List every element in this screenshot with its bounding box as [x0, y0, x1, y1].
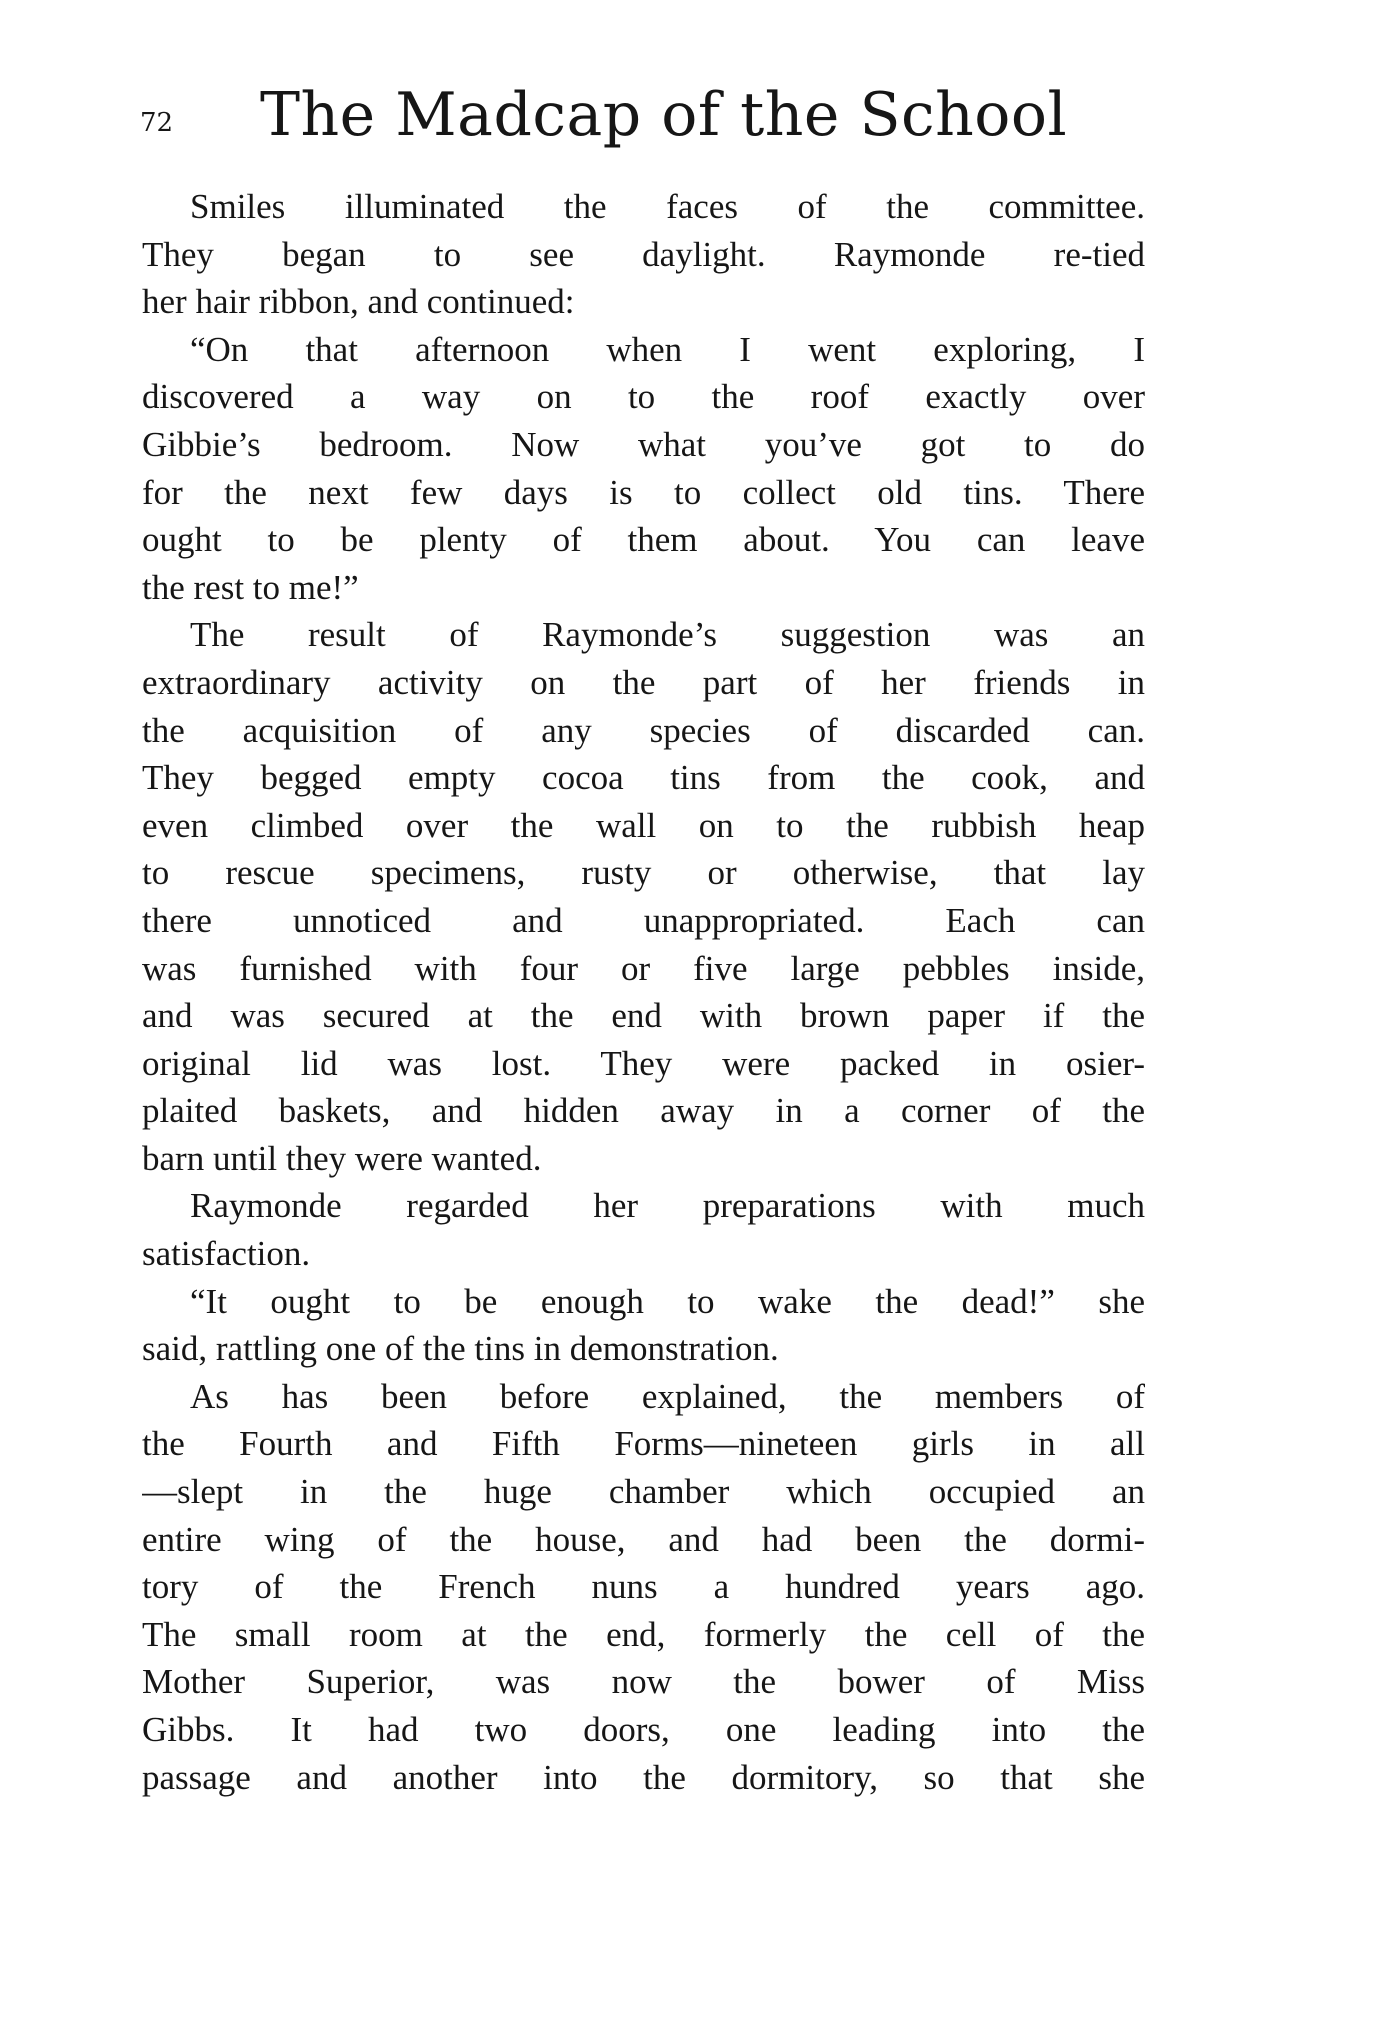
- text-line: “It ought to be enough to wake the dead!” she: [190, 1281, 1145, 1321]
- text-line: The small room at the end, formerly the cell of the: [142, 1614, 1145, 1654]
- text-line: original lid was lost. They were packed in osier-: [142, 1043, 1145, 1083]
- text-line: the rest to me!”: [142, 567, 359, 607]
- text-line: —slept in the huge chamber which occupied an: [142, 1472, 1145, 1512]
- page-number: 72: [140, 108, 174, 138]
- text-line: The result of Raymonde’s suggestion was an: [190, 615, 1145, 655]
- body-text: [142, 183, 1145, 1801]
- text-line: there unnoticed and unappropriated. Each can: [142, 900, 1145, 940]
- text-line: tory of the French nuns a hundred years ago.: [142, 1567, 1145, 1607]
- text-line: extraordinary activity on the part of her friends in: [142, 662, 1145, 702]
- text-line: Gibbie’s bedroom. Now what you’ve got to do: [142, 424, 1145, 464]
- text-line: to rescue specimens, rusty or otherwise, that lay: [142, 853, 1145, 893]
- text-line: discovered a way on to the roof exactly over: [142, 377, 1145, 417]
- text-line: Gibbs. It had two doors, one leading into the: [142, 1710, 1145, 1749]
- text-line: her hair ribbon, and continued:: [142, 282, 575, 322]
- text-line: Mother Superior, was now the bower of Miss: [142, 1662, 1145, 1702]
- text-line: satisfaction.: [142, 1234, 311, 1274]
- text-line: Smiles illuminated the faces of the committee.: [190, 187, 1145, 226]
- text-line: even climbed over the wall on to the rubbish heap: [142, 805, 1145, 845]
- text-line: barn until they were wanted.: [142, 1138, 542, 1178]
- text-line: They began to see daylight. Raymonde re-tied: [142, 234, 1145, 274]
- page-header: [140, 80, 1150, 150]
- text-line: and was secured at the end with brown paper if the: [142, 996, 1145, 1036]
- text-line: was furnished with four or five large pebbles inside,: [142, 948, 1145, 988]
- text-line: entire wing of the house, and had been the dormi-: [142, 1519, 1145, 1559]
- text-line: for the next few days is to collect old tins. There: [142, 472, 1145, 512]
- text-line: the Fourth and Fifth Forms—nineteen girls in all: [142, 1424, 1145, 1464]
- running-title: The Madcap of the School: [260, 80, 1068, 150]
- text-line: Raymonde regarded her preparations with much: [190, 1186, 1145, 1226]
- text-line: They begged empty cocoa tins from the cook, and: [142, 758, 1145, 798]
- text-line: passage and another into the dormitory, so that she: [142, 1757, 1145, 1797]
- text-line: “On that afternoon when I went exploring, I: [190, 329, 1145, 369]
- text-line: As has been before explained, the members of: [190, 1376, 1145, 1416]
- text-line: said, rattling one of the tins in demonstration.: [142, 1329, 779, 1369]
- text-line: the acquisition of any species of discarded can.: [142, 710, 1145, 750]
- text-line: plaited baskets, and hidden away in a corner of the: [142, 1091, 1145, 1131]
- text-line: ought to be plenty of them about. You can leave: [142, 520, 1145, 560]
